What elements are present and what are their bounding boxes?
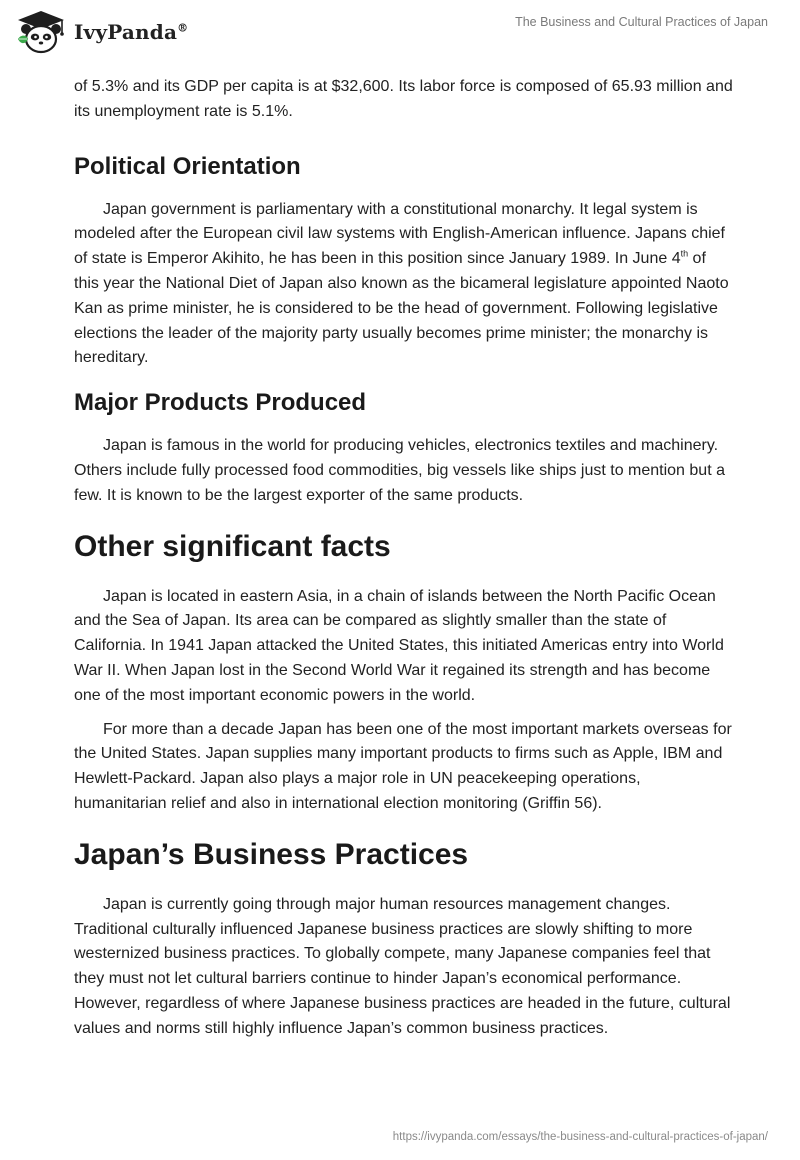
- panda-graduation-cap-icon: [14, 9, 68, 55]
- heading-major-products: Major Products Produced: [74, 389, 367, 417]
- political-text-part2: of this year the National Diet of Japan also known as the bicameral legislature appointed Naoto Kan as prime minister, he is considered to be the head of government. Following legislative elections the leader of the majority party usually becomes prime minister; the monarchy is hereditary.: [74, 250, 729, 367]
- heading-business-practices: Japan’s Business Practices: [74, 837, 469, 871]
- products-paragraph: Japan is famous in the world for producing vehicles, electronics textiles and machinery. Others include fully processed food commodities, big vessels like ships just to mention but a few. It is known to be the largest exporter of the same products.: [74, 437, 725, 504]
- intro-paragraph: of 5.3% and its GDP per capita is at $32,600. Its labor force is composed of 65.93 million and its unemployment rate is 5.1%.: [74, 78, 733, 120]
- heading-other-facts: Other significant facts: [74, 529, 391, 563]
- heading-political-orientation: Political Orientation: [74, 152, 301, 180]
- facts-paragraph-2: For more than a decade Japan has been one of the most important markets overseas for the United States. Japan supplies many important products to firms such as Apple, IBM and Hewlett-Packard. Japan also plays a major role in UN peacekeeping operations, humanitarian relief and also in international election monitoring (Griffin 56).: [74, 720, 732, 812]
- logo-wordmark: [74, 20, 188, 44]
- ivypanda-logo[interactable]: [14, 8, 188, 56]
- document-title: The Business and Cultural Practices of Japan: [515, 15, 768, 29]
- source-url[interactable]: https://ivypanda.com/essays/the-business-and-cultural-practices-of-japan/: [392, 1131, 768, 1143]
- logo-text: IvyPanda: [74, 20, 178, 44]
- political-text-part1: Japan government is parliamentary with a constitutional monarchy. It legal system is modeled after the European civil law systems with English-American influence. Japans chief of state is Emperor Akihito, he has been in this position since January 1989. In June 4: [74, 200, 725, 268]
- page-header: [0, 0, 800, 70]
- business-paragraph: Japan is currently going through major human resources management changes. Traditional culturally influenced Japanese business practices are slowly shifting to more westernized business practices. To globally compete, many Japanese companies feel that they must not let cultural barriers continue to hinder Japan’s economical performance. However, regardless of where Japanese business practices are headed in the future, cultural values and norms still highly influence Japan’s common business practices.: [74, 895, 731, 1037]
- political-paragraph: [74, 198, 734, 372]
- facts-paragraph-1: Japan is located in eastern Asia, in a chain of islands between the North Pacific Ocean and the Sea of Japan. Its area can be compared as slightly smaller than the state of California. In 1941 Japan attacked the United States, this initiated Americas entry into World War II. When Japan lost in the Second World War it regained its strength and has become one of the most important economic powers in the world.: [74, 587, 724, 704]
- essay-content: [74, 70, 734, 1042]
- registered-mark: ®: [177, 21, 189, 35]
- ordinal-suffix: th: [680, 248, 689, 259]
